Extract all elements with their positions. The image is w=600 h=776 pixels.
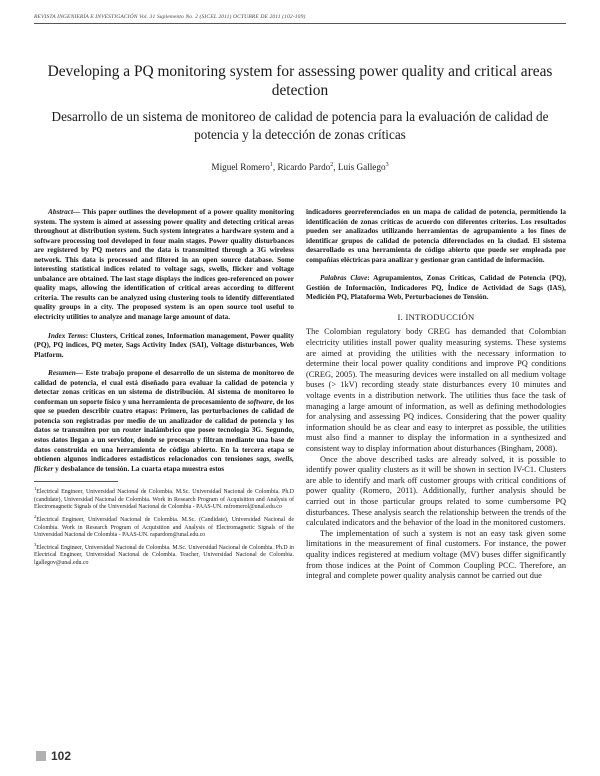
author-2: Ricardo Pardo — [277, 162, 331, 173]
intro-paragraph-1: The Colombian regulatory body CREG has demanded that Colombian electricity utilities install power quality measuring systems. These systems are aimed at providing the utilities with the necessary information to determine their local power quality conditions and improve PQ conditions (CREG, 2005). The measuring devices were installed on all medium voltage buses (> 1kV) recording steady state disturbances every 10 minutes and voltage events in a distribution network. The utilities thus face the task of managing a large amount of information, as well as defining methodologies for analysing and assessing PQ indices. Considering that the power quality information should be as clear and easy to interpret as possible, the utilities must also find a manner to display the information in a synthesized and consistent way to display information about disturbances (Bingham, 2008). — [306, 327, 566, 453]
right-column — [306, 208, 566, 582]
title-spanish: Desarrollo de un sistema de monitoreo de calidad de potencia para la evaluación de calidad de potencia y la detección de zonas críticas — [51, 109, 549, 142]
left-column — [34, 208, 294, 568]
palabras-clave: Palabras Clave: Agrupamientos, Zonas Críticas, Calidad de Potencia (PQ), Gestión de Información, Indicadores PQ, Índice de Actividad de Sags (IAS), Medición PQ, Plataforma Web, Perturbaciones de Tensión. — [306, 274, 567, 302]
resumen-continued: indicadores georreferenciados en un mapa de calidad de potencia, permitiendo la identificación de zonas críticas de acuerdo con diferentes criterios. Los resultados pueden ser analizados utilizando herramientas de agrupamiento a los fines de identificar grupos de calidad de potencia diferenciados en la ciudad. El sistema desarrollado es una herramienta de código abierto que puede ser empleada por compañías eléctricas para analizar y gestionar gran cantidad de información. — [306, 208, 566, 264]
author-3: Luis Gallego — [337, 162, 386, 173]
author-3-mark: 3 — [385, 162, 389, 168]
authors-line: Miguel Romero$^1$, Ricardo Pardo$^2$, Luis Gallego$^3$ — [211, 162, 389, 173]
section-heading-introduccion: I. INTRODUCCIÓN — [397, 311, 475, 322]
intro-paragraph-3: The implementation of such a system is not an easy task given some limitations in the measurement of final customers. For instance, the power quality indices registered at medium voltage (MV) buses differ significantly from those indices at the Point of Common Coupling PCC. Therefore, an integral and complete power quality analysis cannot be carried out due — [306, 528, 566, 581]
resumen: Resumen— Este trabajo propone el desarrollo de un sistema de monitoreo de calidad de potencia, el cual está diseñado para evaluar la calidad de potencia y detectar zonas críticas en un sistema de distribución. Al sistema de monitoreo lo conforman un soporte físico y una herramienta de procesamiento de software, de los que se pueden describir cuatro etapas: Primero, las perturbaciones de calidad de potencia son registradas por medio de un analizador de calidad de potencia y los datos se transmiten por un router inalámbrico que posee tecnología 3G. Segundo, estos datos llegan a un servidor, donde se procesan y filtran mediante una base de datos construida en una herramienta de código abierto. En la tercera etapa se obtienen algunos indicadores estadísticos relacionados con tensiones sags, swells, flicker y desbalance de tensión. La cuarta etapa muestra estos — [34, 369, 294, 473]
header-rule — [34, 23, 566, 24]
footnote-rule — [34, 481, 118, 482]
footnote-3: $^3$Electrical Engineer, Universidad Nacional de Colombia. M.Sc. Universidad Nacional de Colombia. Ph.D in Electrical Engineer, Universidad Nacional de Colombia. Teacher, Universidad Nacional de Colombia. lgallegov@unal.edu.co — [34, 541, 294, 566]
abstract: Abstract— This paper outlines the development of a power quality monitoring system. The system is aimed at assessing power quality and detecting critical areas throughout at distribution system. Such system integrates a hardware system and a software processing tool developed in four main stages. Power quality disturbances are registered by PQ meters and the data is transmitted through a 3G wireless network. This data is processed and filtered in an open source database. Some interesting statistical indices related to voltage sags, swells, flicker and voltage unbalance are obtained. The last stage displays the indices geo-referenced on power quality maps, allowing the identification of critical areas according to different criteria. The results can be analyzed using clustering tools to identify differentiated quality groups in a city. The proposed system is an open source tool useful to electricity utilities to analyze and manage large amount of data. — [34, 208, 294, 322]
author-2-mark: 2 — [330, 162, 334, 168]
footnote-1: $^1$Electrical Engineer, Universidad Nacional de Colombia. M.Sc. Universidad Nacional de Colombia. Ph.D (candidate), Universidad Nacional de Colombia. Work in Research Program of Acquisition and Analysis of Electromagnetic Signals of the Universidad Nacional de Colombia - PAAS-UN. mfromerol@unal.edu.co — [34, 486, 294, 511]
page-marker-square — [36, 751, 46, 761]
index-terms: Index Terms: Clusters, Critical zones, Information management, Power quality (PQ), PQ indices, PQ meter, Sags Activity Index (SAI), Voltage disturbances, Web Platform. — [34, 331, 294, 359]
intro-paragraph-2: Once the above described tasks are already solved, it is possible to identify power quality clusters as it will be shown in section IV-C1. Clusters are able to identify and mark off customer groups with critical conditions of power quality (Romero, 2011). Additionally, further analysis should be carried out in those particular groups related to some cumbersome PQ disturbances. These analysis search the relationship between the trends of the calculated indicators and the behavior of the load in the monitored customers. — [306, 454, 566, 528]
author-1-mark: 1 — [269, 162, 273, 168]
page-number: 102 — [36, 749, 71, 763]
title-english: Developing a PQ monitoring system for assessing power quality and critical areas detection — [47, 63, 553, 99]
journal-header: REVISTA INGENIERÍA E INVESTIGACIÓN Vol. 31 Suplemento No. 2 (SICEL 2011) OCTUBRE DE 2011 (102-109) — [34, 14, 306, 20]
author-1: Miguel Romero — [211, 162, 270, 173]
footnote-2: $^2$Electrical Engineer, Universidad Nacional de Colombia. M.Sc. (Candidate), Universidad Nacional de Colombia. Work in Research Program of Acquisition and Analysis of Electromagnetic Signals of the Universidad Nacional de Colombia - PAAS-UN. rapardom@unal.edu.co — [34, 513, 294, 539]
